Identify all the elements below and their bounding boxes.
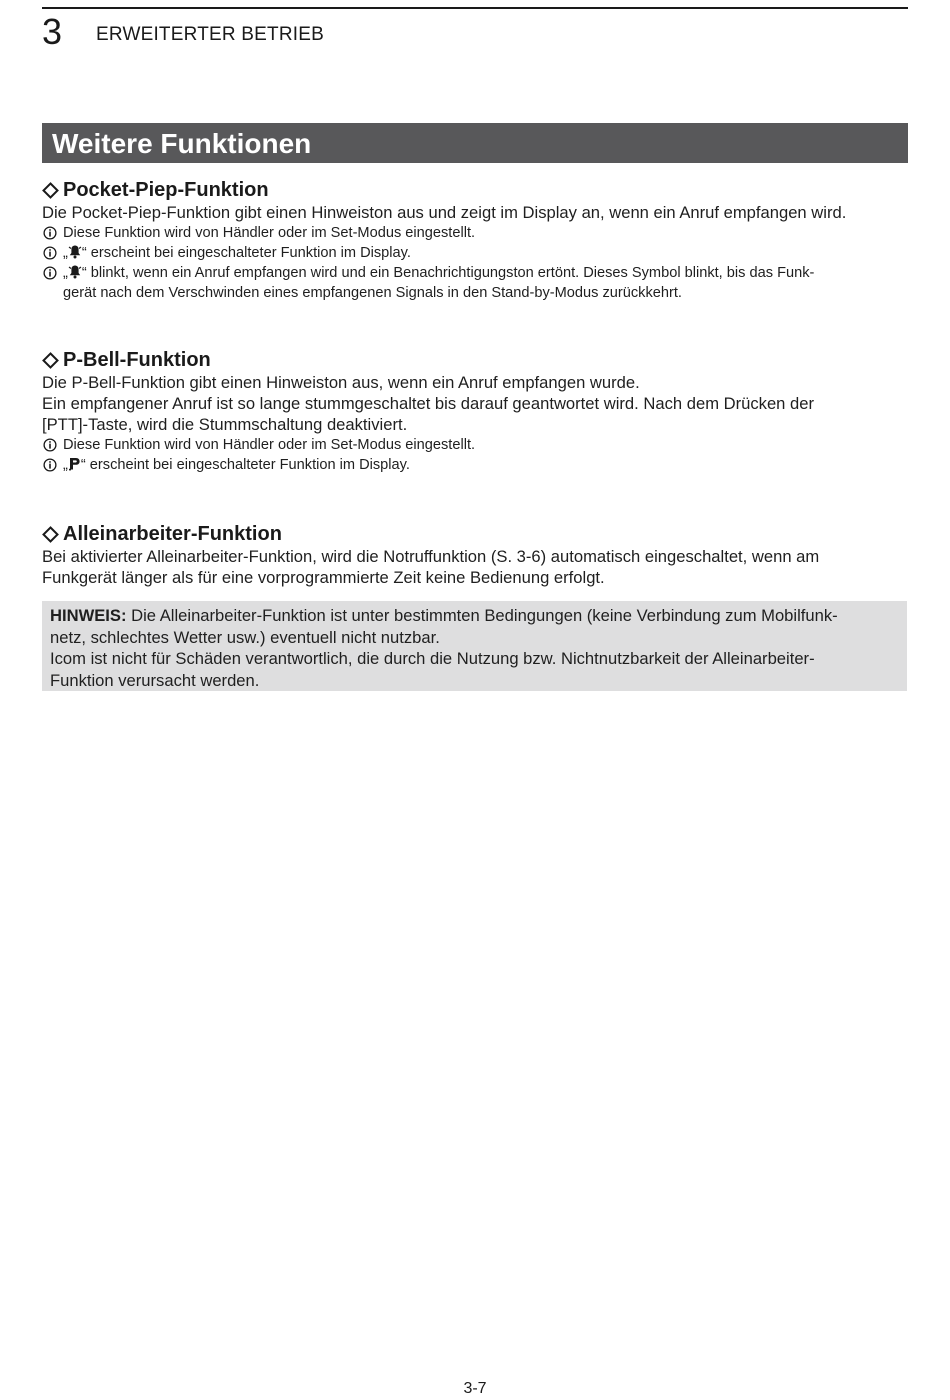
notice-box bbox=[42, 601, 907, 691]
lone-worker-section bbox=[42, 522, 908, 588]
notice-line-3: Icom ist nicht für Schäden verantwortlich, die durch die Nutzung bzw. Nichtnutzbarkeit der Alleinarbeiter- bbox=[50, 649, 815, 668]
note-3-suffix: “ blinkt, wenn ein Anruf empfangen wird und ein Benachrichtigungston ertönt. Dieses Symbol blinkt, bis das Funk- bbox=[81, 265, 815, 281]
page-number: 3-7 bbox=[463, 1380, 487, 1397]
pocket-piep-body: Die Pocket-Piep-Funktion gibt einen Hinweiston aus und zeigt im Display an, wenn ein Anruf empfangen wird. bbox=[42, 203, 847, 222]
notice-line-1 bbox=[50, 605, 899, 627]
section-banner bbox=[42, 123, 908, 163]
notice-label: HINWEIS: bbox=[50, 606, 127, 625]
p-bell-body-3: [PTT]-Taste, wird die Stummschaltung deaktiviert. bbox=[42, 415, 408, 434]
p-bell-note-2 bbox=[42, 455, 908, 475]
header-rule bbox=[42, 7, 908, 9]
p-bell-heading bbox=[42, 348, 908, 372]
p-bell-note-1-text: Diese Funktion wird von Händler oder im Set-Modus eingestellt. bbox=[63, 437, 476, 453]
lone-worker-heading bbox=[42, 522, 908, 546]
lone-worker-body-1: Bei aktivierter Alleinarbeiter-Funktion, wird die Notruffunktion (S. 3-6) automatisch eingeschaltet, wenn am bbox=[42, 547, 820, 566]
note-2-suffix: “ erscheint bei eingeschalteter Funktion im Display. bbox=[81, 245, 411, 261]
lone-worker-heading-text: Alleinarbeiter-Funktion bbox=[63, 523, 282, 545]
pocket-piep-note-2 bbox=[42, 243, 908, 263]
note-2-prefix: „ bbox=[63, 245, 68, 261]
chapter-title: ERWEITERTER BETRIEB bbox=[96, 24, 324, 45]
p-bell-note-1 bbox=[42, 435, 908, 455]
pocket-piep-heading-text: Pocket-Piep-Funktion bbox=[63, 179, 269, 201]
bell-icon bbox=[68, 244, 82, 259]
notice-line-1-text: Die Alleinarbeiter-Funktion ist unter bestimmten Bedingungen (keine Verbindung zum Mobilfunk- bbox=[126, 606, 838, 625]
diamond-icon bbox=[42, 182, 59, 199]
info-icon bbox=[43, 438, 57, 452]
note-3-prefix: „ bbox=[63, 265, 68, 281]
notice-line-2: netz, schlechtes Wetter usw.) eventuell nicht nutzbar. bbox=[50, 627, 440, 647]
section-title: Weitere Funktionen bbox=[52, 128, 312, 159]
p-bell-section bbox=[42, 348, 908, 475]
notice-line-4: Funktion verursacht werden. bbox=[50, 670, 260, 690]
p-bell-body-1: Die P-Bell-Funktion gibt einen Hinweiston aus, wenn ein Anruf empfangen wurde. bbox=[42, 373, 640, 392]
diamond-icon bbox=[42, 352, 59, 369]
p-bell-note-2-prefix: „ bbox=[63, 457, 68, 473]
bell-icon bbox=[68, 264, 82, 279]
note-3-line-2: gerät nach dem Verschwinden eines empfangenen Signals in den Stand-by-Modus zurückkehrt. bbox=[63, 285, 682, 301]
pocket-piep-note-1-text: Diese Funktion wird von Händler oder im Set-Modus eingestellt. bbox=[63, 225, 476, 241]
p-bell-icon bbox=[68, 456, 81, 471]
info-icon bbox=[43, 226, 57, 240]
pocket-piep-section bbox=[42, 178, 908, 303]
p-bell-heading-text: P-Bell-Funktion bbox=[63, 349, 211, 371]
diamond-icon bbox=[42, 526, 59, 543]
info-icon bbox=[43, 246, 57, 260]
info-icon bbox=[43, 266, 57, 280]
p-bell-body-2: Ein empfangener Anruf ist so lange stummgeschaltet bis darauf geantwortet wird. Nach dem Drücken der bbox=[42, 394, 815, 413]
chapter-number: 3 bbox=[42, 11, 63, 52]
pocket-piep-note-1 bbox=[42, 223, 908, 243]
lone-worker-body-2: Funkgerät länger als für eine vorprogrammierte Zeit keine Bedienung erfolgt. bbox=[42, 568, 605, 587]
pocket-piep-heading bbox=[42, 178, 908, 202]
pocket-piep-note-3 bbox=[42, 263, 908, 303]
p-bell-note-2-suffix: “ erscheint bei eingeschalteter Funktion im Display. bbox=[80, 457, 410, 473]
info-icon bbox=[43, 458, 57, 472]
